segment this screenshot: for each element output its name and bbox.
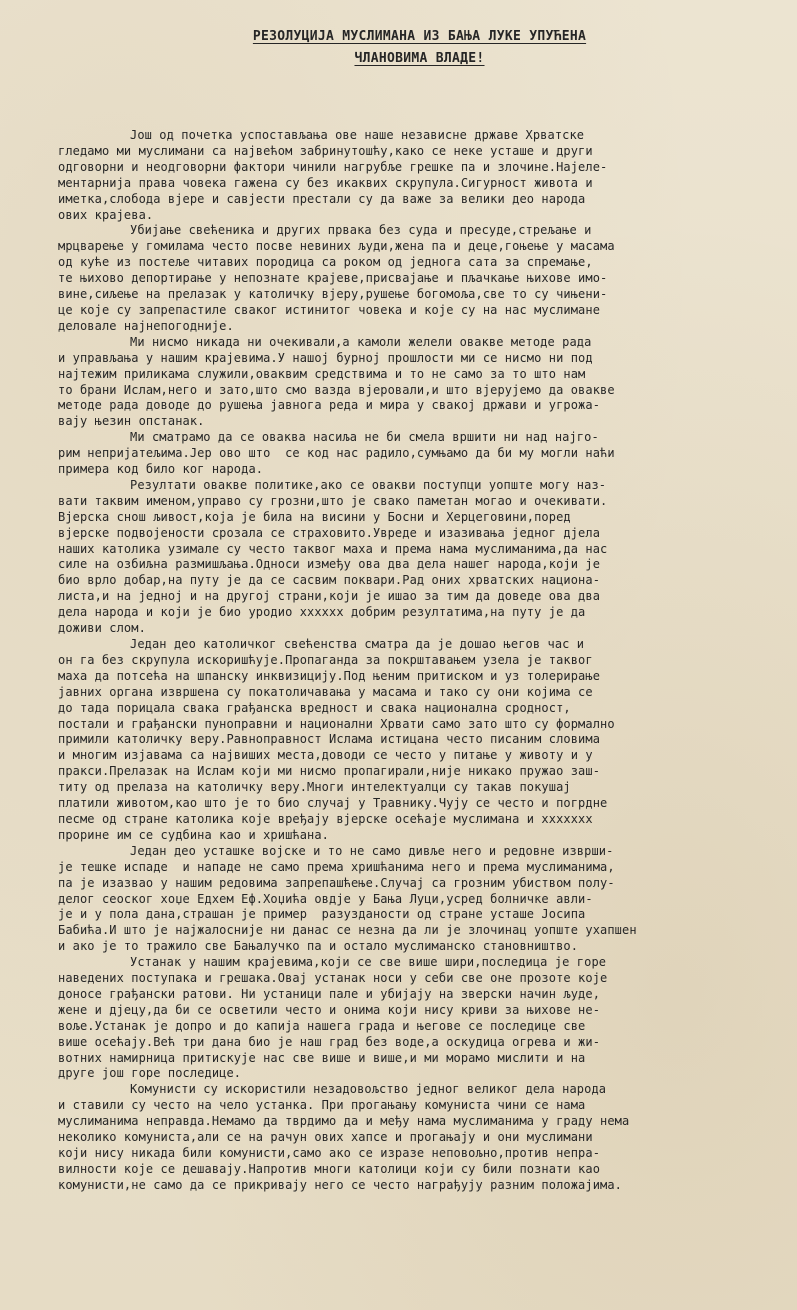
text-line: Вјерска снош љивост,која је била на висини у Босни и Херцеговини,поред [58, 509, 571, 524]
text-line: Ми нисмо никада ни очекивали,а камоли желели овакве методе рада [130, 334, 592, 349]
text-line: Убијање свећеника и других првака без суда и пресуде,стрељање и [130, 223, 592, 238]
title-line-2: ЧЛАНОВИМА ВЛАДЕ! [354, 51, 485, 66]
text-line: примили католичку веру.Равноправност Ислама истицана често писаним словима [58, 732, 601, 747]
text-line: рим непријатељима.Јер ово што се код нас радило,сумњамо да би му могли наћи [58, 446, 615, 461]
text-line: наведених поступака и грешака.Овај устанак носи у себи све оне прозоте које [58, 971, 608, 986]
text-line: је и у пола дана,страшан је пример разузданости од стране усташе Јосипа [58, 907, 586, 922]
text-line: ових крајева. [58, 207, 154, 222]
text-line: вати таквим именом,управо су грозни,што је свако паметан могао и очекивати. [58, 493, 608, 508]
text-line: вилности које се дешавају.Напротив многи католици који су били познати као [58, 1161, 601, 1176]
text-line: вјерске подвојености срозала се страховито.Увреде и изазивања једног дјела [58, 525, 601, 540]
text-line: Један део католичког свећенства сматра да је дошао његов час и [130, 637, 585, 651]
text-line: комунисти,не само да се прикривају него се често награђују разним положајима. [58, 1177, 622, 1192]
text-line: маха да потсећа на шпанску инквизицију.Под њеним притиском и уз толерирање [58, 668, 601, 683]
text-line: био врло добар,на путу је да се сасвим поквари.Рад оних хрватских национа- [58, 573, 601, 588]
text-line: неколико комуниста,али се на рачун ових хапсе и прогањају и они муслимани [58, 1130, 593, 1145]
text-line: иметка,слобода вјере и савјести престали су да важе за велики део народа [58, 191, 586, 206]
text-line: листа,и на једној и на другој страни,који је ишао за тим да доведе ова два [58, 589, 601, 604]
text-line: и многим изјавама са највиших места,доводи се често у питање у животу и у [58, 748, 593, 763]
text-line: вотних намирница притискује нас све више и више,и ми морамо мислити и на [58, 1050, 586, 1065]
paragraph [58, 335, 781, 430]
text-line: Устанак у нашим крајевима,који се све више шири,последица је горе [130, 955, 607, 970]
text-line: најтежим приликама служили,оваквим средствима и то не само за то што нам [58, 366, 586, 381]
text-line: и ако је то тражило све Бањалучко па и остало муслиманско становништво. [58, 939, 579, 954]
text-line: он га без скрупула искоришћује.Пропаганда за покрштавањем узела је таквог [58, 652, 593, 667]
text-line: вају њезин опстанак. [58, 414, 205, 429]
text-line: муслиманима неправда.Немамо да тврдимо да и међу нама муслиманима у граду нема [58, 1114, 630, 1129]
text-line: Резултати овакве политике,ако се овакви поступци уопште могу наз- [130, 477, 607, 492]
text-line: те њихово депортирање у непознате крајеве,присвајање и пљачкање њихове имо- [58, 271, 608, 286]
text-line: доживи слом. [58, 621, 146, 636]
paragraph [58, 430, 781, 478]
text-line: методе рада доводе до рушења јавнога реда и мира у свакој држави и угрожа- [58, 398, 601, 413]
text-line: доносе грађански ратови. Ни устаници пале и убијају на зверски начин људе, [58, 986, 601, 1001]
text-line: вине,сиљење на прелазак у католичку вјеру,рушење богомоља,све то су чињени- [58, 287, 608, 302]
text-line: жене и дјецу,да би се осветили често и онима који нису криви за њихове не- [58, 1002, 601, 1017]
text-line: делог сеоског хоџе Едхем Еф.Хоџића овдје у Бања Луци,усред болничке авли- [58, 891, 593, 906]
text-line: пракси.Прелазак на Ислам који ми нисмо пропагирали,није никако пружао заш- [58, 764, 601, 779]
text-line: Комунисти су искористили незадовољство једног великог дела народа [130, 1082, 607, 1097]
text-line: Бабића.И што је најжалосније ни данас се незна да ли је злочинац уопште ухапшен [58, 923, 637, 938]
text-line: до тада порицала свака грађанска вредност и свака национална сродност, [58, 700, 571, 715]
paragraph [58, 478, 781, 637]
text-line: наших католика узимале су често таквог маха и према нама муслиманима,да нас [58, 541, 608, 556]
text-line: одговорни и неодговорни фактори чинили нагрубље грешке па и злочине.Најеле- [58, 159, 608, 174]
text-line: јавних органа извршена су покатоличавања у масама и тако су они којима се [58, 684, 593, 699]
text-line: воље.Устанак је допро и до капија нашега града и његове се последице све [58, 1018, 586, 1033]
text-line: постали и грађански пуноправни и национални Хрвати само зато што су формално [58, 716, 615, 731]
text-line: Још од почетка успостављања ове наше независне државе Хрватске [130, 128, 585, 142]
text-line: то брани Ислам,него и зато,што смо вазда вјеровали,и што вјерујемо да овакве [58, 382, 615, 397]
document-body [58, 128, 781, 1194]
paragraph [58, 637, 781, 844]
text-line: це које су запрепастиле сваког истинитог човека и које су на нас муслимане [58, 302, 601, 317]
text-line: Један део усташке војске и то не само дивље него и редовне изврши- [130, 843, 614, 858]
text-line: ментарнија права човека гажена су без икаквих скрупула.Сигурност живота и [58, 175, 593, 190]
document-title [58, 26, 781, 70]
paragraph [58, 955, 781, 1082]
text-line: и управљања у нашим крајевима.У нашој бурној прошлости ми се нисмо ни под [58, 350, 593, 365]
text-line: Ми сматрамо да се оваква насиља не би смела вршити ни над најго- [130, 430, 599, 445]
text-line: од куће из постеље читавих породица са роком од једнога сата за спремање, [58, 255, 593, 270]
text-line: дела народа и који је био уродио xxxxxx добрим резултатима,на путу је да [58, 605, 586, 620]
text-line: мрцварење у гомилама често посве невиних људи,жена па и деце,гоњење у масама [58, 239, 615, 254]
text-line: друге још горе последице. [58, 1066, 242, 1081]
text-line: је тешке испаде и нападе не само према хришћанима него и према муслиманима, [58, 859, 615, 874]
paragraph [58, 128, 781, 223]
text-line: песме од стране католика које вређају вјерске осећаје муслимана и xxxxxxx [58, 811, 593, 826]
text-line: силе на озбиљна размишљања.Односи између ова два дела нашег народа,који је [58, 557, 601, 572]
paragraph [58, 1082, 781, 1193]
paragraph [58, 223, 781, 334]
text-line: и ставили су често на чело устанка. При прогањању комуниста чини се нама [58, 1098, 586, 1113]
text-line: деловале најнепогодније. [58, 318, 234, 333]
text-line: више осећају.Већ три дана био је наш град без воде,а оскудица огрева и жи- [58, 1034, 601, 1049]
text-line: па је изазвао у нашим редовима запрепашћење.Случај са грозним убиством полу- [58, 875, 615, 890]
text-line: платили животом,као што је то био случај у Травнику.Чују се често и погрдне [58, 796, 608, 811]
text-line: титу од прелаза на католичку веру.Многи интелектуалци су такав покушај [58, 780, 571, 795]
text-line: гледамо ми муслимани са највећом забринутошћу,како се неке усташе и други [58, 143, 593, 158]
text-line: примера код било ког народа. [58, 462, 264, 477]
text-line: прорине им се судбина као и хришћана. [58, 827, 330, 842]
text-line: који нису никада били комунисти,само ако се изразе неповољно,против непра- [58, 1146, 601, 1160]
title-line-1: РЕЗОЛУЦИЈА МУСЛИМАНА ИЗ БАЊА ЛУКЕ УПУЋЕНА [252, 29, 587, 44]
paragraph [58, 844, 781, 955]
